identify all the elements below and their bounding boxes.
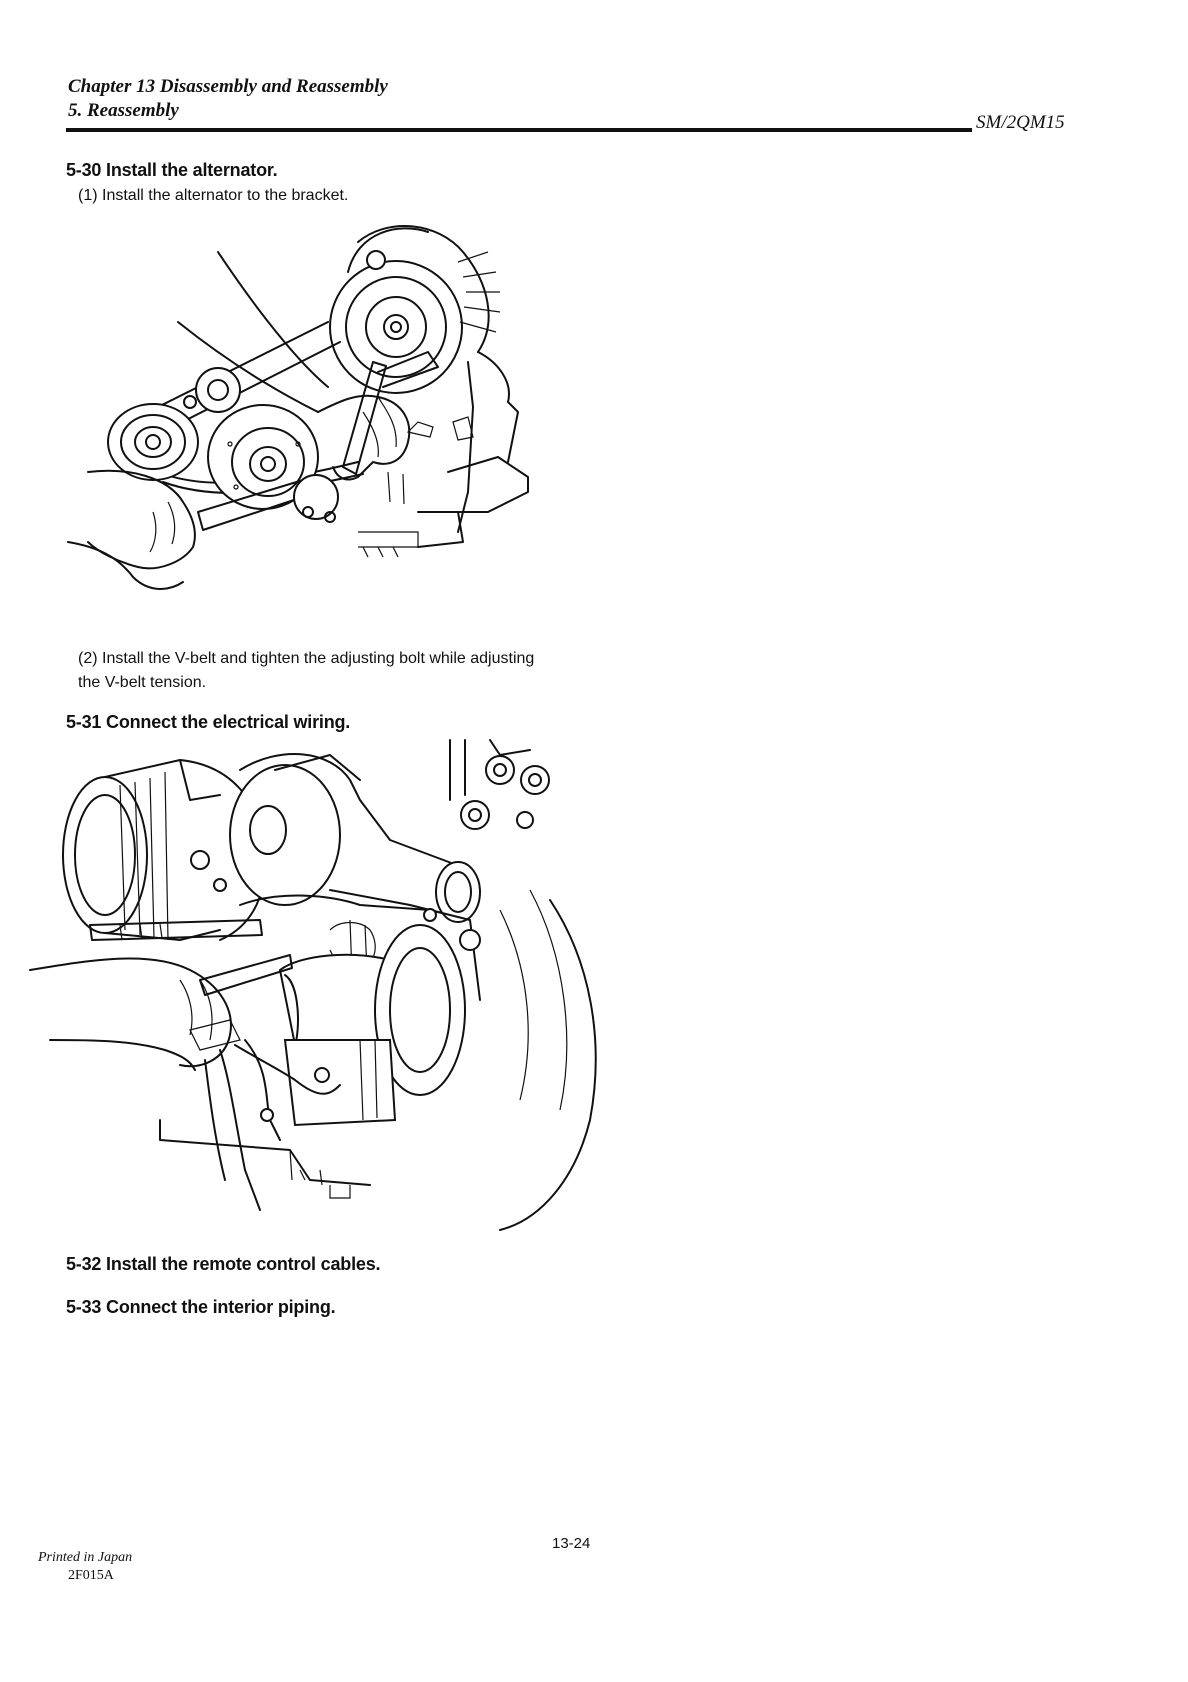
- step-5-30-item-1: (1) Install the alternator to the bracket.: [78, 187, 349, 204]
- printed-in-label: Printed in Japan: [38, 1550, 133, 1565]
- alternator-install-illustration: [58, 212, 558, 642]
- step-5-31-title: 5-31 Connect the electrical wiring.: [66, 712, 351, 732]
- step-5-32-title: 5-32 Install the remote control cables.: [66, 1254, 381, 1274]
- document-code: SM/2QM15: [976, 112, 1065, 133]
- electrical-wiring-illustration: [30, 740, 600, 1230]
- step-5-33-title: 5-33 Connect the interior piping.: [66, 1297, 336, 1317]
- section-title: 5. Reassembly: [68, 100, 179, 121]
- chapter-title: Chapter 13 Disassembly and Reassembly: [68, 76, 388, 97]
- print-code: 2F015A: [68, 1568, 114, 1583]
- page-number: 13-24: [552, 1535, 591, 1552]
- header-rule: [66, 128, 972, 132]
- step-5-30-title: 5-30 Install the alternator.: [66, 160, 278, 180]
- step-5-30-item-2: (2) Install the V-belt and tighten the adjusting bolt while adjusting the V-belt tension.: [78, 650, 535, 691]
